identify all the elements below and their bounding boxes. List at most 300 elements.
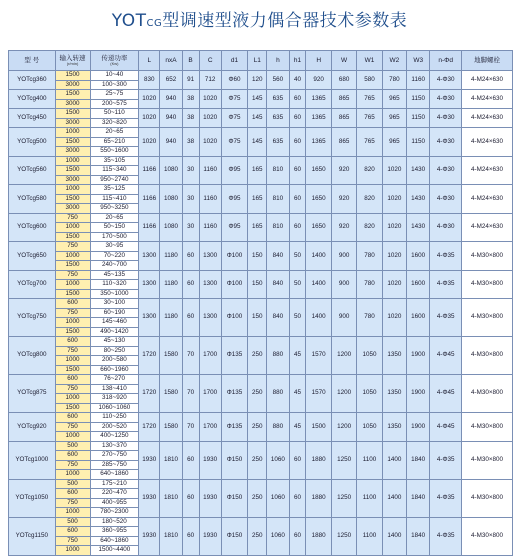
dimension-cell: 60: [289, 185, 306, 214]
dimension-cell: Φ95: [221, 185, 247, 214]
power-cell: 220~470: [90, 489, 139, 499]
dimension-cell: 1080: [160, 213, 182, 242]
dimension-cell: 1810: [160, 479, 182, 517]
speed-cell: 500: [55, 517, 90, 527]
dimension-cell: 780: [382, 71, 406, 90]
speed-cell: 3000: [55, 147, 90, 157]
dimension-cell: 1250: [331, 479, 356, 517]
dimension-cell: 1020: [382, 213, 406, 242]
dimension-cell: 38: [182, 128, 199, 157]
dimension-cell: Φ75: [221, 90, 247, 109]
dimension-cell: 1650: [306, 213, 331, 242]
spec-table: [8, 50, 513, 556]
dimension-cell: 38: [182, 90, 199, 109]
dimension-cell: 1365: [306, 90, 331, 109]
power-cell: 70~220: [90, 251, 139, 261]
dimension-cell: 712: [199, 71, 221, 90]
dimension-cell: 1700: [199, 413, 221, 442]
speed-cell: 3000: [55, 118, 90, 128]
power-cell: 30~100: [90, 299, 139, 309]
dimension-cell: 880: [267, 375, 289, 413]
power-cell: 350~1000: [90, 289, 139, 299]
dimension-cell: 1600: [407, 242, 430, 271]
model-cell: YOTcg650: [9, 242, 56, 271]
dimension-cell: 965: [382, 128, 406, 157]
dimension-cell: 920: [331, 156, 356, 185]
dimension-cell: 1350: [382, 337, 406, 375]
dimension-cell: 920: [331, 213, 356, 242]
dimension-cell: Φ75: [221, 128, 247, 157]
dimension-cell: 1400: [382, 441, 406, 479]
dimension-cell: 1930: [199, 441, 221, 479]
dimension-cell: 1060: [267, 441, 289, 479]
dimension-cell: 250: [248, 441, 267, 479]
dimension-cell: 1160: [407, 71, 430, 90]
speed-cell: 3000: [55, 99, 90, 109]
power-cell: 115~340: [90, 166, 139, 176]
dimension-cell: 70: [182, 375, 199, 413]
dimension-cell: 70: [182, 413, 199, 442]
power-cell: 285~750: [90, 460, 139, 470]
header-dim: W: [331, 51, 356, 71]
speed-cell: 1000: [55, 185, 90, 195]
speed-cell: 1500: [55, 327, 90, 337]
dimension-cell: 60: [182, 242, 199, 271]
power-cell: 320~820: [90, 118, 139, 128]
speed-cell: 1000: [55, 394, 90, 404]
dimension-cell: 60: [289, 517, 306, 555]
dimension-cell: 4-Φ45: [430, 375, 462, 413]
power-cell: 138~410: [90, 384, 139, 394]
power-cell: 10~40: [90, 71, 139, 81]
dimension-cell: 1880: [306, 517, 331, 555]
dimension-cell: 4-Φ45: [430, 337, 462, 375]
dimension-cell: 1166: [139, 185, 160, 214]
dimension-cell: 60: [182, 299, 199, 337]
dimension-cell: 1200: [331, 337, 356, 375]
dimension-cell: 1840: [407, 441, 430, 479]
speed-cell: 750: [55, 422, 90, 432]
speed-cell: 3000: [55, 80, 90, 90]
dimension-cell: 4-Φ35: [430, 517, 462, 555]
power-cell: 660~1960: [90, 365, 139, 375]
bolt-cell: 4-M30×800: [462, 242, 513, 271]
dimension-cell: 4-Φ35: [430, 441, 462, 479]
dimension-cell: 1250: [331, 517, 356, 555]
speed-cell: 750: [55, 346, 90, 356]
dimension-cell: 1720: [139, 337, 160, 375]
dimension-cell: 1166: [139, 156, 160, 185]
dimension-cell: 1200: [331, 375, 356, 413]
dimension-cell: 1430: [407, 213, 430, 242]
dimension-cell: 840: [267, 299, 289, 337]
dimension-cell: Φ75: [221, 109, 247, 128]
dimension-cell: 150: [248, 270, 267, 299]
model-cell: YOTcg875: [9, 375, 56, 413]
dimension-cell: 60: [289, 156, 306, 185]
table-row: [9, 128, 513, 138]
speed-cell: 600: [55, 413, 90, 423]
dimension-cell: 145: [248, 128, 267, 157]
title-prefix: YOT: [111, 11, 147, 31]
speed-cell: 600: [55, 489, 90, 499]
dimension-cell: 165: [248, 213, 267, 242]
power-cell: 318~920: [90, 394, 139, 404]
dimension-cell: 780: [357, 242, 382, 271]
bolt-cell: 4-M24×630: [462, 185, 513, 214]
dimension-cell: 680: [331, 71, 356, 90]
header-dim: L1: [248, 51, 267, 71]
header-dim: h: [267, 51, 289, 71]
table-row: [9, 242, 513, 252]
dimension-cell: 1400: [382, 517, 406, 555]
power-cell: 1500~4400: [90, 546, 139, 556]
dimension-cell: 652: [160, 71, 182, 90]
dimension-cell: 1180: [160, 242, 182, 271]
dimension-cell: 1300: [139, 270, 160, 299]
speed-cell: 1000: [55, 470, 90, 480]
title-suffix: 型调速型液力偶合器技术参数表: [162, 11, 408, 31]
dimension-cell: 50: [289, 242, 306, 271]
dimension-cell: 1810: [160, 441, 182, 479]
power-cell: 950~2740: [90, 175, 139, 185]
table-row: [9, 90, 513, 100]
header-row: [9, 51, 513, 71]
dimension-cell: 1400: [306, 299, 331, 337]
bolt-cell: 4-M30×800: [462, 270, 513, 299]
dimension-cell: 1060: [267, 479, 289, 517]
header-power: 传递功率 (Kw): [90, 51, 139, 71]
dimension-cell: 150: [248, 242, 267, 271]
dimension-cell: Φ150: [221, 441, 247, 479]
model-cell: YOTcg500: [9, 128, 56, 157]
power-cell: 170~500: [90, 232, 139, 242]
dimension-cell: 1350: [382, 413, 406, 442]
dimension-cell: 1050: [357, 413, 382, 442]
dimension-cell: Φ100: [221, 242, 247, 271]
speed-cell: 750: [55, 308, 90, 318]
dimension-cell: 45: [289, 375, 306, 413]
dimension-cell: 810: [267, 185, 289, 214]
power-cell: 780~2300: [90, 508, 139, 518]
dimension-cell: 830: [139, 71, 160, 90]
speed-cell: 1000: [55, 223, 90, 233]
dimension-cell: 165: [248, 185, 267, 214]
dimension-cell: Φ100: [221, 299, 247, 337]
dimension-cell: 165: [248, 156, 267, 185]
dimension-cell: 920: [306, 71, 331, 90]
dimension-cell: 91: [182, 71, 199, 90]
dimension-cell: 4-Φ45: [430, 413, 462, 442]
power-cell: 360~955: [90, 527, 139, 537]
speed-cell: 1000: [55, 432, 90, 442]
dimension-cell: 50: [289, 299, 306, 337]
speed-cell: 1000: [55, 251, 90, 261]
dimension-cell: 4-Φ30: [430, 71, 462, 90]
dimension-cell: 1430: [407, 156, 430, 185]
speed-cell: 750: [55, 536, 90, 546]
dimension-cell: 1720: [139, 413, 160, 442]
dimension-cell: 1570: [306, 337, 331, 375]
dimension-cell: 1880: [306, 479, 331, 517]
header-dim: H: [306, 51, 331, 71]
speed-cell: 750: [55, 270, 90, 280]
header-dim: nxA: [160, 51, 182, 71]
speed-cell: 1000: [55, 156, 90, 166]
dimension-cell: 635: [267, 90, 289, 109]
dimension-cell: 60: [289, 441, 306, 479]
dimension-cell: 1100: [357, 479, 382, 517]
dimension-cell: 765: [357, 128, 382, 157]
table-row: [9, 213, 513, 223]
dimension-cell: 4-Φ30: [430, 128, 462, 157]
dimension-cell: 900: [331, 299, 356, 337]
dimension-cell: 45: [289, 413, 306, 442]
power-cell: 65~210: [90, 137, 139, 147]
dimension-cell: 1020: [382, 299, 406, 337]
dimension-cell: 900: [331, 242, 356, 271]
power-cell: 50~150: [90, 223, 139, 233]
dimension-cell: 1570: [306, 375, 331, 413]
dimension-cell: 40: [289, 71, 306, 90]
dimension-cell: 1900: [407, 413, 430, 442]
dimension-cell: 1020: [139, 128, 160, 157]
power-cell: 115~410: [90, 194, 139, 204]
table-row: [9, 185, 513, 195]
model-cell: YOTcg800: [9, 337, 56, 375]
dimension-cell: 1840: [407, 479, 430, 517]
bolt-cell: 4-M24×630: [462, 71, 513, 90]
speed-cell: 600: [55, 375, 90, 385]
speed-cell: 1000: [55, 280, 90, 290]
dimension-cell: 1810: [160, 517, 182, 555]
dimension-cell: 1020: [199, 109, 221, 128]
power-cell: 950~3250: [90, 204, 139, 214]
dimension-cell: 1020: [199, 128, 221, 157]
header-dim: W3: [407, 51, 430, 71]
dimension-cell: 38: [182, 109, 199, 128]
dimension-cell: 250: [248, 337, 267, 375]
header-dim: L: [139, 51, 160, 71]
dimension-cell: 1650: [306, 156, 331, 185]
model-cell: YOTcg1050: [9, 479, 56, 517]
dimension-cell: 1900: [407, 375, 430, 413]
spec-table-body: [9, 71, 513, 556]
dimension-cell: 60: [289, 128, 306, 157]
speed-cell: 1500: [55, 232, 90, 242]
power-cell: 100~300: [90, 80, 139, 90]
power-cell: 76~270: [90, 375, 139, 385]
dimension-cell: 810: [267, 213, 289, 242]
power-cell: 400~955: [90, 498, 139, 508]
dimension-cell: 1300: [199, 242, 221, 271]
model-cell: YOTcg1000: [9, 441, 56, 479]
dimension-cell: 145: [248, 109, 267, 128]
table-row: [9, 337, 513, 347]
power-cell: 270~750: [90, 451, 139, 461]
header-model: 型 号: [9, 51, 56, 71]
dimension-cell: 60: [289, 109, 306, 128]
table-row: [9, 413, 513, 423]
dimension-cell: 780: [357, 299, 382, 337]
dimension-cell: 940: [160, 90, 182, 109]
dimension-cell: 1880: [306, 441, 331, 479]
power-cell: 175~210: [90, 479, 139, 489]
dimension-cell: Φ150: [221, 479, 247, 517]
header-bolt: 地脚螺栓: [462, 51, 513, 71]
dimension-cell: 1700: [199, 337, 221, 375]
dimension-cell: 4-Φ30: [430, 90, 462, 109]
table-row: [9, 71, 513, 81]
dimension-cell: 635: [267, 109, 289, 128]
speed-cell: 500: [55, 479, 90, 489]
dimension-cell: 1365: [306, 128, 331, 157]
speed-cell: 750: [55, 384, 90, 394]
dimension-cell: 965: [382, 109, 406, 128]
dimension-cell: 60: [289, 479, 306, 517]
bolt-cell: 4-M30×800: [462, 479, 513, 517]
dimension-cell: 635: [267, 128, 289, 157]
speed-cell: 1500: [55, 137, 90, 147]
speed-cell: 1500: [55, 261, 90, 271]
dimension-cell: 1050: [357, 375, 382, 413]
bolt-cell: 4-M24×630: [462, 128, 513, 157]
speed-cell: 1500: [55, 365, 90, 375]
dimension-cell: 1020: [382, 242, 406, 271]
power-cell: 200~580: [90, 356, 139, 366]
header-dim: W2: [382, 51, 406, 71]
table-row: [9, 441, 513, 451]
dimension-cell: 1200: [331, 413, 356, 442]
table-row: [9, 479, 513, 489]
dimension-cell: 1100: [357, 517, 382, 555]
speed-cell: 1500: [55, 289, 90, 299]
dimension-cell: 1930: [139, 517, 160, 555]
power-cell: 180~520: [90, 517, 139, 527]
dimension-cell: 30: [182, 185, 199, 214]
speed-cell: 500: [55, 441, 90, 451]
dimension-cell: 1050: [357, 337, 382, 375]
bolt-cell: 4-M30×800: [462, 413, 513, 442]
power-cell: 20~65: [90, 213, 139, 223]
dimension-cell: 1300: [139, 299, 160, 337]
speed-cell: 1000: [55, 318, 90, 328]
dimension-cell: 1430: [407, 185, 430, 214]
speed-cell: 1500: [55, 71, 90, 81]
table-row: [9, 375, 513, 385]
speed-cell: 1000: [55, 356, 90, 366]
dimension-cell: 1930: [139, 479, 160, 517]
dimension-cell: 1180: [160, 270, 182, 299]
model-cell: YOTcg750: [9, 299, 56, 337]
dimension-cell: 1180: [160, 299, 182, 337]
power-cell: 640~1860: [90, 470, 139, 480]
dimension-cell: 150: [248, 299, 267, 337]
model-cell: YOTcg400: [9, 90, 56, 109]
dimension-cell: Φ100: [221, 270, 247, 299]
table-row: [9, 299, 513, 309]
power-cell: 20~65: [90, 128, 139, 138]
table-row: [9, 109, 513, 119]
dimension-cell: 865: [331, 90, 356, 109]
dimension-cell: Φ135: [221, 337, 247, 375]
dimension-cell: 560: [267, 71, 289, 90]
dimension-cell: 1580: [160, 375, 182, 413]
power-cell: 35~105: [90, 156, 139, 166]
dimension-cell: 1150: [407, 109, 430, 128]
dimension-cell: 1100: [357, 441, 382, 479]
speed-cell: 3000: [55, 175, 90, 185]
dimension-cell: 765: [357, 109, 382, 128]
speed-cell: 1000: [55, 508, 90, 518]
dimension-cell: 1166: [139, 213, 160, 242]
header-dim: d1: [221, 51, 247, 71]
dimension-cell: Φ135: [221, 413, 247, 442]
dimension-cell: 900: [331, 270, 356, 299]
dimension-cell: 1400: [306, 270, 331, 299]
bolt-cell: 4-M30×800: [462, 299, 513, 337]
bolt-cell: 4-M24×630: [462, 109, 513, 128]
dimension-cell: 1930: [199, 517, 221, 555]
dimension-cell: 1020: [199, 90, 221, 109]
dimension-cell: 4-Φ35: [430, 270, 462, 299]
dimension-cell: 60: [289, 90, 306, 109]
speed-cell: 1500: [55, 403, 90, 413]
dimension-cell: 1400: [382, 479, 406, 517]
header-dim: W1: [357, 51, 382, 71]
dimension-cell: 1580: [160, 413, 182, 442]
model-cell: YOTcg450: [9, 109, 56, 128]
power-cell: 400~1250: [90, 432, 139, 442]
dimension-cell: 250: [248, 375, 267, 413]
table-row: [9, 270, 513, 280]
dimension-cell: 1160: [199, 185, 221, 214]
page-title: [0, 6, 519, 31]
dimension-cell: 820: [357, 213, 382, 242]
dimension-cell: 30: [182, 213, 199, 242]
dimension-cell: Φ150: [221, 517, 247, 555]
dimension-cell: 765: [357, 90, 382, 109]
dimension-cell: 1080: [160, 185, 182, 214]
dimension-cell: Φ60: [221, 71, 247, 90]
dimension-cell: 120: [248, 71, 267, 90]
bolt-cell: 4-M24×630: [462, 156, 513, 185]
power-cell: 60~190: [90, 308, 139, 318]
power-cell: 640~1860: [90, 536, 139, 546]
dimension-cell: 4-Φ35: [430, 479, 462, 517]
speed-cell: 750: [55, 460, 90, 470]
speed-cell: 750: [55, 213, 90, 223]
speed-cell: 1000: [55, 546, 90, 556]
model-cell: YOTcg600: [9, 213, 56, 242]
dimension-cell: 1080: [160, 156, 182, 185]
speed-cell: 600: [55, 299, 90, 309]
model-cell: YOTcg700: [9, 270, 56, 299]
dimension-cell: 4-Φ30: [430, 156, 462, 185]
dimension-cell: 1900: [407, 337, 430, 375]
power-cell: 200~575: [90, 99, 139, 109]
dimension-cell: 250: [248, 517, 267, 555]
dimension-cell: 840: [267, 270, 289, 299]
speed-cell: 1000: [55, 128, 90, 138]
dimension-cell: 45: [289, 337, 306, 375]
dimension-cell: 1060: [267, 517, 289, 555]
power-cell: 490~1420: [90, 327, 139, 337]
dimension-cell: Φ95: [221, 213, 247, 242]
dimension-cell: 865: [331, 109, 356, 128]
dimension-cell: 1350: [382, 375, 406, 413]
dimension-cell: 940: [160, 128, 182, 157]
